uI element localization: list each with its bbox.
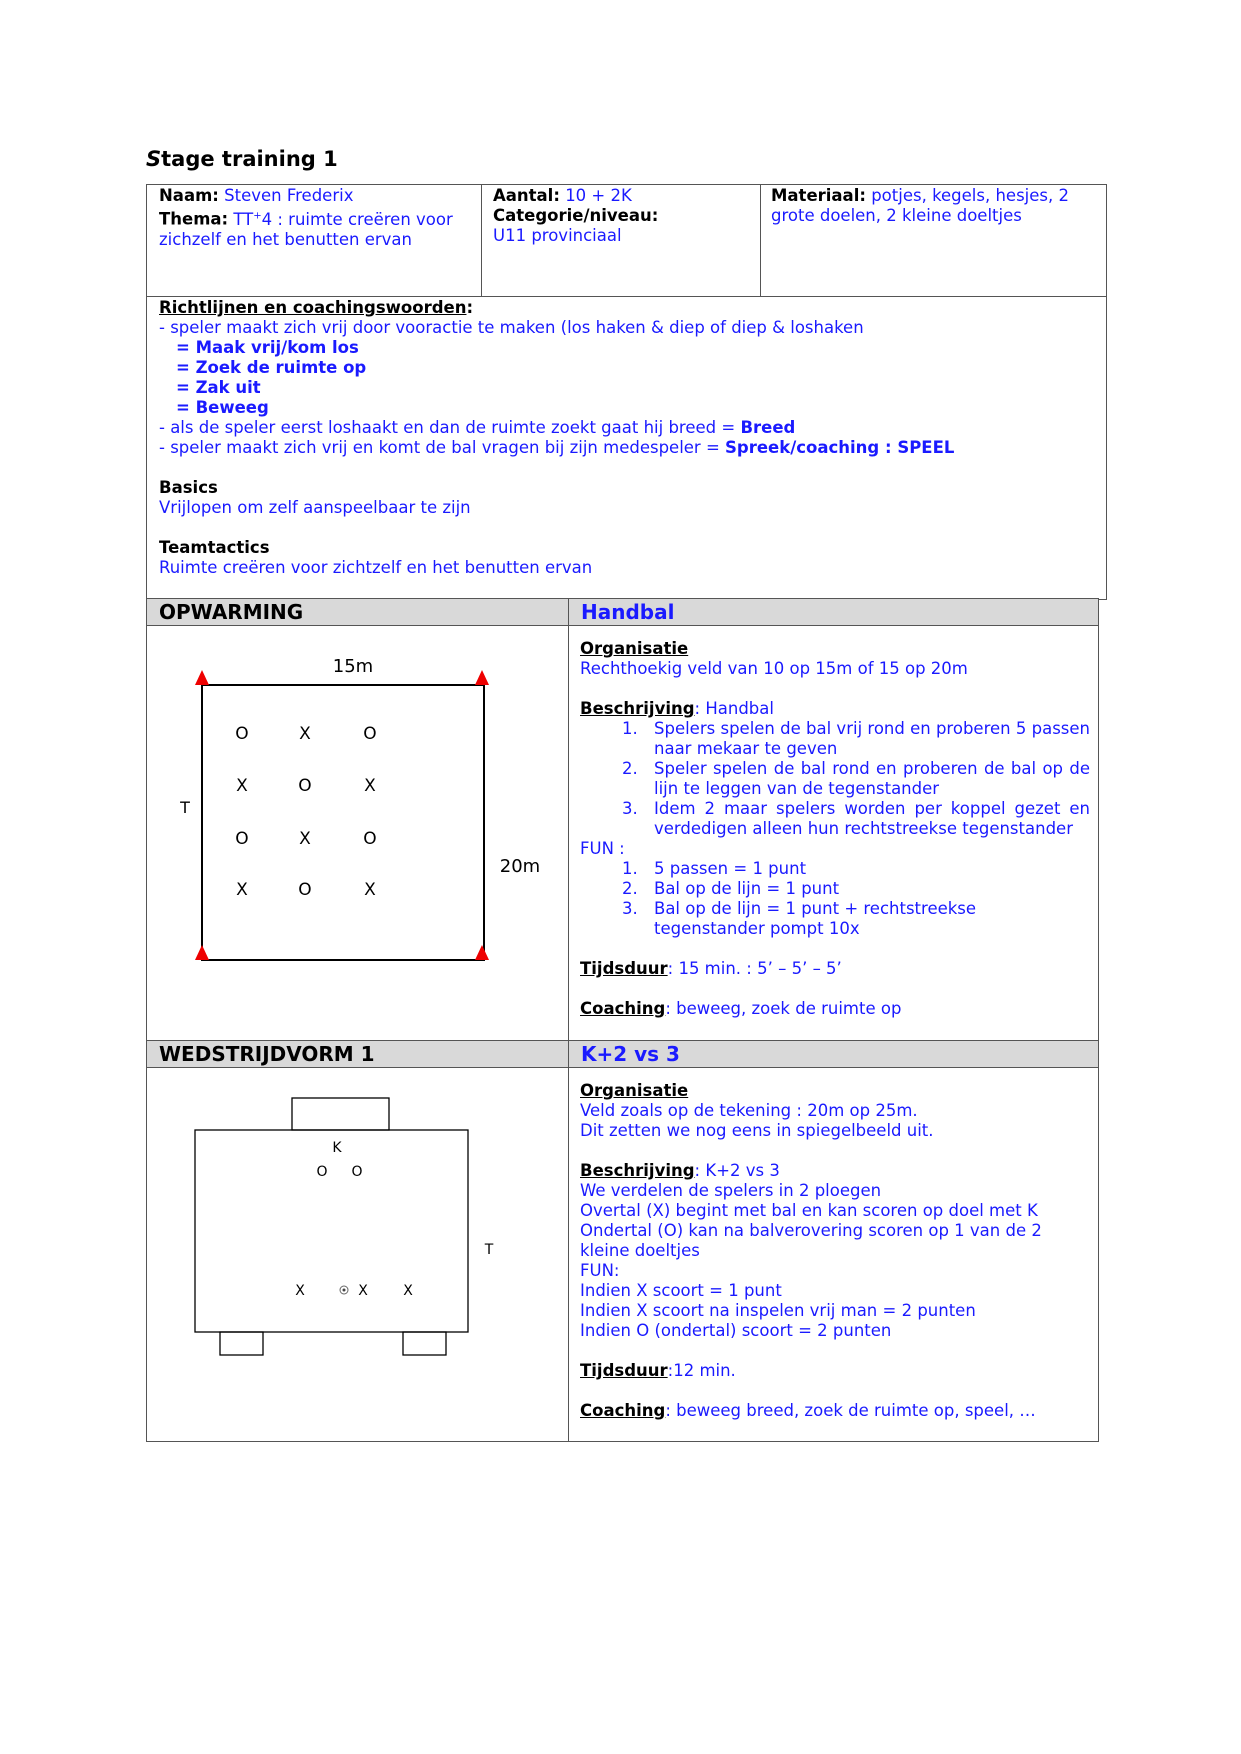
aantal-value: 10 + 2K	[565, 186, 632, 205]
cone-icon	[195, 670, 209, 685]
player-x: X	[364, 776, 376, 796]
steps-list	[580, 719, 1090, 839]
player-grid	[235, 724, 376, 900]
player-o: O	[298, 776, 312, 796]
guidelines-content: Richtlijnen en coachingswoorden: - speler maakt zich vrij door vooractie te maken (los haken & diep of diep & loshaken = Maak vrij/kom los = Zoek de ruimte op = Zak uit = Beweeg - als de speler eerst loshaakt en dan de ruimte zoekt gaat hij breed = Breed - speler maakt zich vrij en komt de bal vragen bij zijn medespeler = Spreek/coaching : SPEEL Basics Vrijlopen om zelf aanspeelbaar te zijn Teamtactics Ruimte creëren voor zichtzelf en het benutten ervan	[159, 298, 1099, 578]
organisatie-line: Veld zoals op de tekening : 20m op 25m.	[580, 1101, 918, 1120]
list-item: 3. Bal op de lijn = 1 punt + rechtstreekse tegenstander pompt 10x	[622, 899, 977, 938]
materiaal-value: potjes, kegels, hesjes, 2 grote doelen, 2 kleine doeltjes	[771, 186, 1070, 225]
small-goal-left	[220, 1332, 263, 1355]
player-o: O	[316, 1164, 328, 1180]
top-dimension-label: 15m	[332, 656, 374, 677]
aantal-label: Aantal:	[493, 186, 560, 205]
section2-divider	[568, 1067, 569, 1442]
description-line: Indien O (ondertal) scoort = 2 punten	[580, 1321, 892, 1340]
side-dimension-label: 20m	[499, 856, 541, 877]
player-o: O	[235, 829, 249, 849]
coaching-value: : beweeg breed, zoek de ruimte op, speel, …	[665, 1401, 1036, 1420]
guideline-line-3: - speler maakt zich vrij en komt de bal vragen bij zijn medespeler = Spreek/coaching : SPEEL	[159, 438, 955, 457]
player-x: X	[364, 880, 376, 900]
list-item: 3. Idem 2 maar spelers worden per koppel gezet en verdedigen alleen hun rechtstreekse tegenstander	[622, 799, 1090, 838]
section1-content	[580, 639, 1090, 1019]
cone-icon	[195, 945, 209, 960]
naam-value: Steven Frederix	[224, 186, 354, 205]
player-x: X	[236, 776, 248, 796]
coaching-value: : beweeg, zoek de ruimte op	[665, 999, 902, 1018]
player-x: X	[236, 880, 248, 900]
list-item: 2. Speler spelen de bal rond en proberen de bal op de lijn te leggen van de tegenstander	[622, 759, 1090, 798]
guideline-line-2: - als de speler eerst loshaakt en dan de ruimte zoekt gaat hij breed = Breed	[159, 418, 796, 437]
list-item: 1. 5 passen = 1 punt	[622, 859, 807, 878]
coaching-word-4: = Beweeg	[176, 398, 269, 417]
teamtactics-label: Teamtactics	[159, 538, 270, 557]
guideline-line-1: - speler maakt zich vrij door vooractie te maken (los haken & diep of diep & loshaken	[159, 318, 864, 337]
player-x: X	[403, 1283, 413, 1299]
field-boundary	[195, 1130, 468, 1332]
tijdsduur-value: :12 min.	[667, 1361, 736, 1380]
big-goal	[292, 1098, 389, 1130]
categorie-value: U11 provinciaal	[493, 226, 622, 245]
description-line: Ondertal (O) kan na balverovering scoren op 1 van de 2 kleine doeltjes	[580, 1221, 1042, 1260]
beschrijving-label: Beschrijving	[580, 699, 695, 718]
coaching-label: Coaching	[580, 999, 666, 1018]
teamtactics-value: Ruimte creëren voor zichtzelf en het benutten ervan	[159, 558, 593, 577]
player-o: O	[363, 724, 377, 744]
basics-label: Basics	[159, 478, 218, 497]
player-o: O	[298, 880, 312, 900]
section2-right-header: K+2 vs 3	[568, 1040, 1099, 1068]
materiaal-label: Materiaal:	[771, 186, 866, 205]
coaching-label: Coaching	[580, 1401, 666, 1420]
organisatie-line: Dit zetten we nog eens in spiegelbeeld uit.	[580, 1121, 934, 1140]
coaching-word-1: = Maak vrij/kom los	[176, 338, 359, 357]
description-line: We verdelen de spelers in 2 ploegen	[580, 1181, 882, 1200]
fun-label: FUN :	[580, 839, 625, 858]
t-label: T	[180, 798, 190, 817]
player-x: X	[299, 829, 311, 849]
description-line: Indien X scoort = 1 punt	[580, 1281, 782, 1300]
coaching-word-2: = Zoek de ruimte op	[176, 358, 367, 377]
description-line: Indien X scoort na inspelen vrij man = 2 punten	[580, 1301, 976, 1320]
guidelines-heading: Richtlijnen en coachingswoorden	[159, 298, 467, 317]
player-x: X	[358, 1283, 368, 1299]
cone-icon	[475, 670, 489, 685]
section1-left-header: OPWARMING	[146, 598, 569, 626]
basics-value: Vrijlopen om zelf aanspeelbaar te zijn	[159, 498, 471, 517]
list-item: 2. Bal op de lijn = 1 punt	[622, 879, 840, 898]
description-line: FUN:	[580, 1261, 620, 1280]
organisatie-label: Organisatie	[580, 1081, 689, 1100]
player-o: O	[363, 829, 377, 849]
organisatie-label: Organisatie	[580, 639, 689, 658]
beschrijving-value: : K+2 vs 3	[694, 1161, 780, 1180]
tijdsduur-label: Tijdsduur	[580, 1361, 668, 1380]
section2-left-header: WEDSTRIJDVORM 1	[146, 1040, 569, 1068]
player-x: X	[295, 1283, 305, 1299]
match-field-diagram	[180, 1090, 520, 1370]
thema-label: Thema:	[159, 209, 229, 229]
beschrijving-value: : Handbal	[694, 699, 774, 718]
organisatie-value: Rechthoekig veld van 10 op 15m of 15 op 20m	[580, 659, 968, 678]
coaching-word-3: = Zak uit	[176, 378, 261, 397]
cone-icon	[475, 945, 489, 960]
t-label: T	[484, 1242, 494, 1258]
categorie-label: Categorie/niveau:	[493, 206, 659, 225]
player-o: O	[235, 724, 249, 744]
title-rest: tage training 1	[161, 147, 338, 171]
keeper-label: K	[332, 1140, 342, 1156]
thema-value: TT+4 : ruimte creëren voor zichzelf en het benutten ervan	[159, 209, 453, 249]
section2-content	[580, 1081, 1090, 1421]
header-divider-1	[481, 184, 482, 297]
header-materiaal-cell	[771, 186, 1087, 226]
player-x: X	[299, 724, 311, 744]
player-o: O	[351, 1164, 363, 1180]
description-line: Overtal (X) begint met bal en kan scoren op doel met K	[580, 1201, 1038, 1220]
beschrijving-label: Beschrijving	[580, 1161, 695, 1180]
header-aantal-cell	[493, 186, 753, 246]
header-divider-2	[760, 184, 761, 297]
title-initial: S	[146, 147, 162, 171]
header-naam-cell	[159, 186, 475, 250]
naam-label: Naam:	[159, 186, 219, 205]
section1-right-header: Handbal	[568, 598, 1099, 626]
warmup-field-diagram	[170, 650, 560, 970]
fun-list	[580, 859, 1090, 939]
list-item: 1. Spelers spelen de bal vrij rond en proberen 5 passen naar mekaar te geven	[622, 719, 1090, 758]
small-goal-right	[403, 1332, 446, 1355]
tijdsduur-label: Tijdsduur	[580, 959, 668, 978]
tijdsduur-value: : 15 min. : 5’ – 5’ – 5’	[667, 959, 842, 978]
page-title	[146, 147, 338, 171]
section1-divider	[568, 625, 569, 1041]
